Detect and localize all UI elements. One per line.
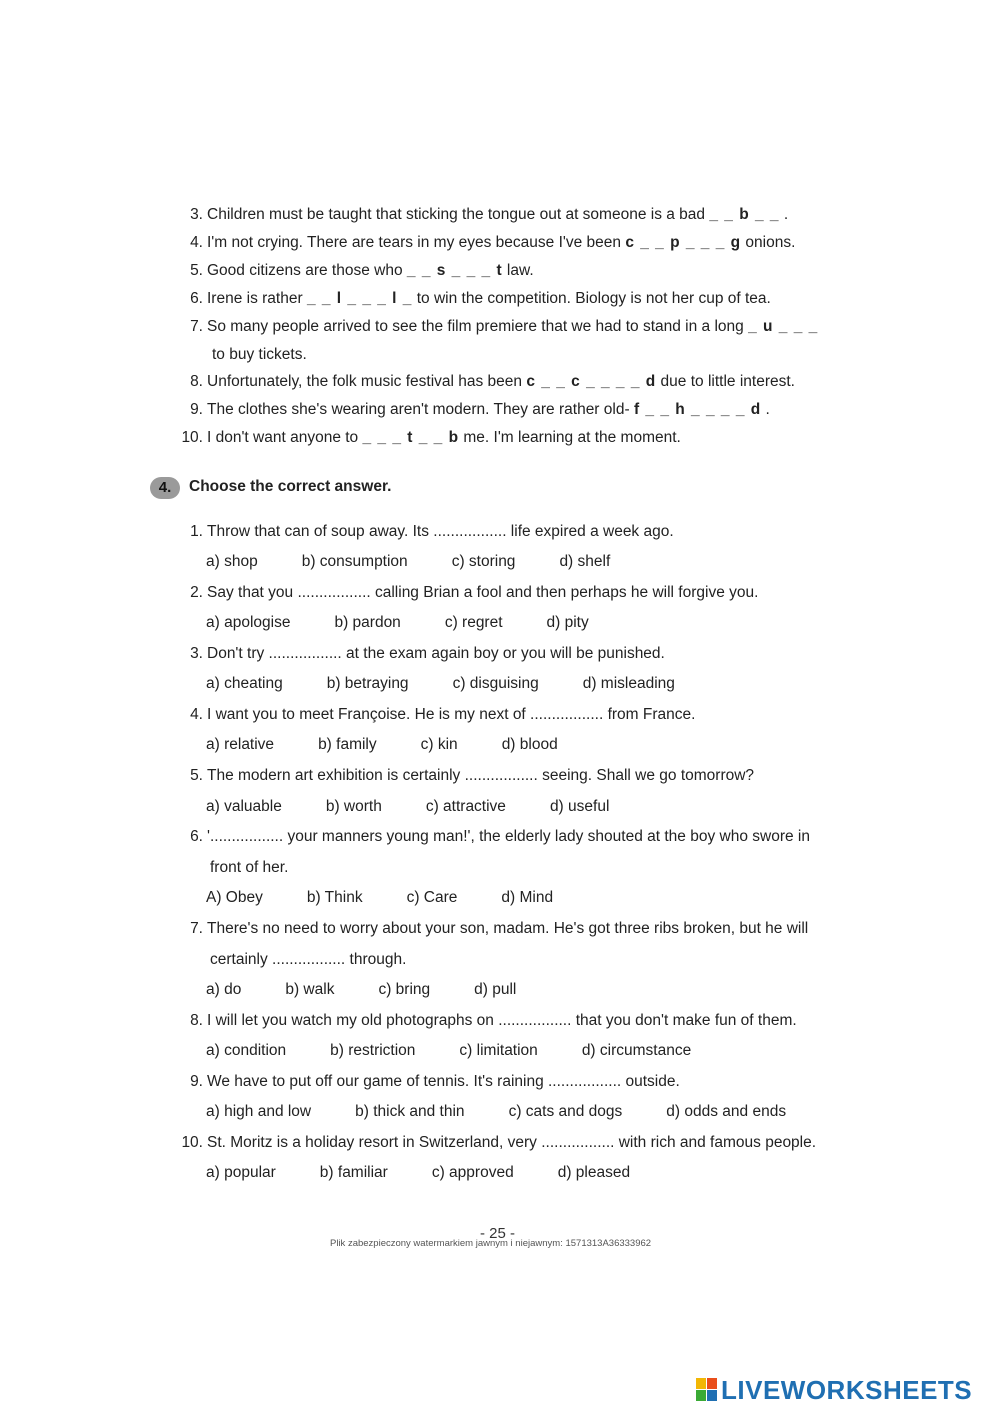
option[interactable]: A) Obey: [206, 889, 263, 906]
gap-word[interactable]: _ _ l _ _ _ l _: [306, 290, 413, 307]
option[interactable]: b) Think: [306, 889, 363, 906]
option[interactable]: a) do: [206, 981, 242, 998]
gap-word[interactable]: _ _ b _ _: [709, 206, 780, 223]
option[interactable]: c) disguising: [452, 675, 539, 692]
option[interactable]: d) Mind: [501, 889, 554, 906]
gap-word[interactable]: f _ _ h _ _ _ _ d: [633, 401, 762, 418]
option[interactable]: c) storing: [451, 553, 516, 570]
list-item: 5. Good citizens are those who _ _ s _ _ _ t law.: [190, 262, 534, 279]
answer-options: [206, 1041, 735, 1061]
list-item: 9. The clothes she's wearing aren't modern. They are rather old- f _ _ h _ _ _ _ d .: [190, 401, 770, 418]
question-text: 2. Say that you ................. calling Brian a fool and then perhaps he will forgive you.: [190, 584, 759, 601]
option[interactable]: a) relative: [206, 736, 275, 753]
question-text: 8. I will let you watch my old photographs on ................. that you don't make fun of them.: [190, 1012, 797, 1029]
option[interactable]: d) circumstance: [581, 1042, 692, 1059]
answer-options: [206, 1163, 674, 1183]
list-item-continuation: to buy tickets.: [212, 346, 307, 363]
question-text-continuation: certainly ................. through.: [210, 951, 407, 968]
option[interactable]: c) approved: [431, 1164, 514, 1181]
answer-options: [206, 674, 719, 694]
logo-icon: [696, 1378, 718, 1402]
section-heading: Choose the correct answer.: [189, 478, 392, 495]
option[interactable]: c) bring: [378, 981, 431, 998]
answer-options: [206, 888, 597, 908]
option[interactable]: a) valuable: [206, 798, 282, 815]
option[interactable]: c) cats and dogs: [508, 1103, 623, 1120]
option[interactable]: c) attractive: [425, 798, 506, 815]
option[interactable]: d) pleased: [557, 1164, 631, 1181]
question-text: 4. I want you to meet Françoise. He is my next of ................. from France.: [190, 706, 696, 723]
gap-word[interactable]: _ _ s _ _ _ t: [406, 262, 503, 279]
option[interactable]: c) kin: [420, 736, 458, 753]
question-text-continuation: front of her.: [210, 859, 289, 876]
gap-word[interactable]: _ u _ _ _: [748, 318, 819, 335]
option[interactable]: d) useful: [549, 798, 610, 815]
option[interactable]: a) condition: [206, 1042, 287, 1059]
page-number: - 25 -: [480, 1225, 516, 1242]
option[interactable]: b) family: [318, 736, 377, 753]
option[interactable]: c) regret: [444, 614, 503, 631]
question-text: 10. St. Moritz is a holiday resort in Switzerland, very ................. with rich and famous people.: [181, 1134, 817, 1151]
question-text: 1. Throw that can of soup away. Its ................. life expired a week ago.: [190, 523, 674, 540]
option[interactable]: d) pull: [474, 981, 517, 998]
gap-word[interactable]: c _ _ p _ _ _ g: [625, 234, 742, 251]
gap-word[interactable]: c _ _ c _ _ _ _ d: [526, 373, 657, 390]
option[interactable]: a) high and low: [206, 1103, 312, 1120]
question-text: 6. '................. your manners young man!', the elderly lady shouted at the boy who swore in: [190, 828, 810, 845]
option[interactable]: c) Care: [406, 889, 458, 906]
option[interactable]: b) restriction: [330, 1042, 416, 1059]
option[interactable]: a) cheating: [206, 675, 283, 692]
list-item: 6. Irene is rather _ _ l _ _ _ l _ to win the competition. Biology is not her cup of tea.: [190, 290, 771, 307]
option[interactable]: d) misleading: [582, 675, 675, 692]
option[interactable]: a) apologise: [206, 614, 291, 631]
option[interactable]: b) pardon: [334, 614, 401, 631]
list-item: 8. Unfortunately, the folk music festival has been c _ _ c _ _ _ _ d due to little interest.: [190, 373, 795, 390]
option[interactable]: a) popular: [206, 1164, 276, 1181]
option[interactable]: d) blood: [501, 736, 558, 753]
answer-options: [206, 613, 633, 633]
list-item: 3. Children must be taught that sticking the tongue out at someone is a bad _ _ b _ _ .: [190, 206, 789, 223]
question-text: 5. The modern art exhibition is certainly ................. seeing. Shall we go tomorrow?: [190, 767, 755, 784]
option[interactable]: b) consumption: [301, 553, 408, 570]
answer-options: [206, 735, 602, 755]
option[interactable]: a) shop: [206, 553, 258, 570]
brand-name: LIVEWORKSHEETS: [721, 1374, 973, 1405]
section-number-badge: 4.: [150, 477, 180, 499]
option[interactable]: d) odds and ends: [666, 1103, 787, 1120]
answer-options: [206, 552, 654, 572]
gap-word[interactable]: _ _ _ t _ _ b: [362, 429, 460, 446]
answer-options: [206, 980, 560, 1000]
list-item: 10. I don't want anyone to _ _ _ t _ _ b me. I'm learning at the moment.: [181, 429, 681, 446]
list-item: 4. I'm not crying. There are tears in my eyes because I've been c _ _ p _ _ _ g onions.: [190, 234, 796, 251]
option[interactable]: b) walk: [285, 981, 335, 998]
option[interactable]: b) betraying: [326, 675, 409, 692]
option[interactable]: d) shelf: [559, 553, 611, 570]
option[interactable]: b) worth: [325, 798, 382, 815]
answer-options: [206, 1102, 830, 1122]
list-item: 7. So many people arrived to see the film premiere that we had to stand in a long _ u _ _ _: [190, 318, 819, 335]
liveworksheets-logo[interactable]: [696, 1376, 972, 1404]
question-text: 7. There's no need to worry about your son, madam. He's got three ribs broken, but he will: [190, 920, 809, 937]
option[interactable]: c) limitation: [459, 1042, 538, 1059]
question-text: 9. We have to put off our game of tennis. It's raining ................. outside.: [190, 1073, 680, 1090]
watermark-text: Plik zabezpieczony watermarkiem jawnym i niejawnym: 1571313A36333962: [330, 1238, 652, 1249]
option[interactable]: b) familiar: [319, 1164, 388, 1181]
option[interactable]: d) pity: [546, 614, 589, 631]
option[interactable]: b) thick and thin: [355, 1103, 465, 1120]
question-text: 3. Don't try ................. at the exam again boy or you will be punished.: [190, 645, 665, 662]
answer-options: [206, 797, 653, 817]
